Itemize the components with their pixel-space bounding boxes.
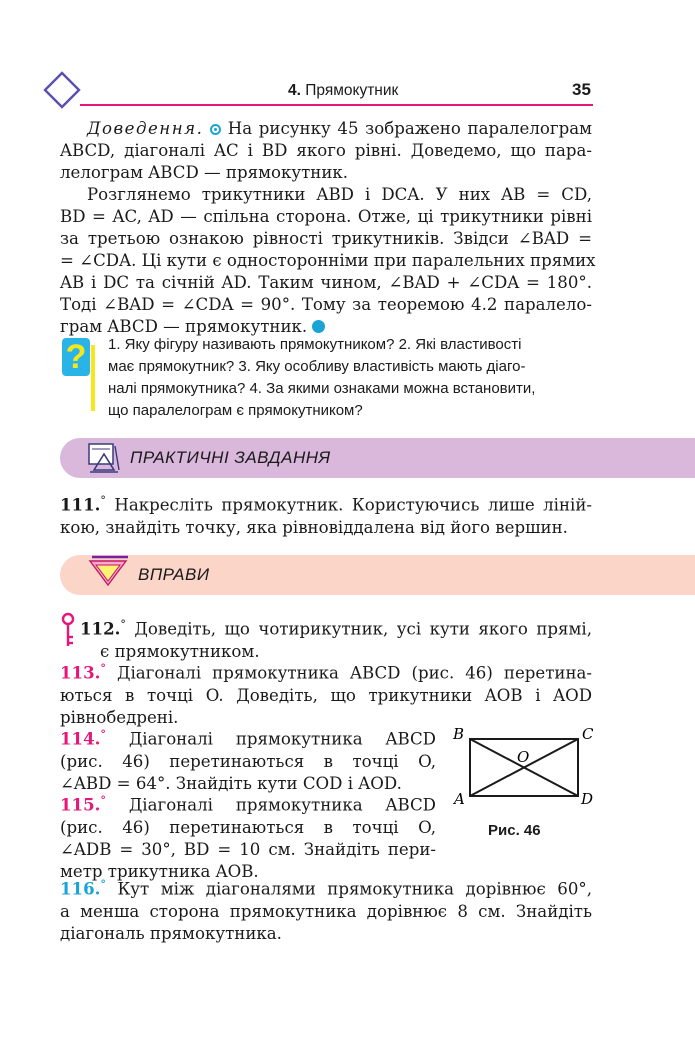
practical-title: ПРАКТИЧНІ ЗАВДАННЯ <box>130 448 331 467</box>
running-header <box>288 82 398 100</box>
label-d: D <box>581 790 594 808</box>
label-o: O <box>517 748 530 766</box>
question-line: 1. Яку фігуру називають прямокутником? 2. Які властивості <box>108 336 522 353</box>
chapter-number: 4. <box>288 82 301 99</box>
key-icon <box>59 612 77 650</box>
figure-46 <box>450 722 600 812</box>
question-line: налі прямокутника? 4. За якими ознаками можна встановити, <box>108 380 536 397</box>
proof-line: лелограм ABCD — прямокутник. <box>60 163 349 182</box>
exercise-number: 116. <box>60 878 101 899</box>
proof-line: за третьою ознакою рівності трикутників. Звідси ∠BAD = <box>60 229 592 248</box>
page-number: 35 <box>572 80 591 99</box>
questions-bar <box>91 345 95 411</box>
exercise-116: 116.° Кут між діагоналями прямокутника дорівнює 60°, а менша сторона прямокутника дорівнює 8 см. Знайдіть діагональ прямокутника. <box>60 878 592 943</box>
proof-label: Доведення. <box>87 119 204 138</box>
question-mark-icon: ? <box>62 338 90 376</box>
exercise-number: 114. <box>60 728 101 749</box>
exercise-115: 115.° Діагоналі прямокутника ABCD (рис. 46) перетинаються в точці O, ∠ADB = 30°, BD = 10 см. Знайдіть пери- метр трикутника AOB. <box>60 794 436 881</box>
drafting-tools-icon <box>86 440 122 476</box>
label-c: C <box>582 725 594 743</box>
exercise-number: 112. <box>80 618 121 639</box>
proof-line: Розглянемо трикутники ABD і DCA. У них AB = CD, <box>87 185 592 204</box>
exercise-number: 113. <box>60 662 101 683</box>
chapter-title: Прямокутник <box>305 82 399 99</box>
task-111: 111.° Накресліть прямокутник. Користуючись лише лінiй- кою, знайдіть точку, яка рівновіддалена від його вершин. <box>60 494 593 537</box>
header-rule <box>80 104 593 106</box>
header-diamond-icon <box>42 70 82 110</box>
proof-line: Доведення. На рисунку 45 зображено паралелограм <box>87 119 592 138</box>
exercise-113: 113.° Діагоналі прямокутника ABCD (рис. 46) перетина- ються в точці O. Доведіть, що трикутники AOB і AOD рівнобедрені. <box>60 662 593 727</box>
pencil-ruler-icon <box>86 553 130 593</box>
proof-line: AB і DC та січній AD. Таким чином, ∠BAD + ∠CDA = 180°. <box>60 273 592 292</box>
exercises-title: ВПРАВИ <box>138 565 210 584</box>
proof-line: Тоді ∠BAD = ∠CDA = 90°. Тому за теоремою 4.2 паралело- <box>60 295 592 314</box>
exercise-number: 115. <box>60 794 101 815</box>
question-line: що паралелограм є прямокутником? <box>108 402 363 419</box>
label-a: A <box>454 790 465 808</box>
exercise-112: 112.° Доведіть, що чотирикутник, усі кути якого прямі, є прямокутником. <box>80 618 592 661</box>
label-b: B <box>453 725 465 743</box>
figure-caption: Рис. 46 <box>488 822 541 839</box>
questions-block <box>108 334 593 422</box>
proof-start-icon <box>210 124 221 135</box>
task-number: 111. <box>60 494 101 515</box>
question-line: має прямокутник? 3. Яку особливу властивість мають діаго- <box>108 358 526 375</box>
proof-line: ABCD, діагоналі AC і BD якого рівні. Доведемо, що пара- <box>60 141 592 160</box>
proof-line: грам ABCD — прямокутник. <box>60 316 592 338</box>
proof-end-icon <box>312 320 325 333</box>
proof-block <box>60 118 596 338</box>
exercise-114: 114.° Діагоналі прямокутника ABCD (рис. 46) перетинаються в точці O, ∠ABD = 64°. Знайдіть кути COD і AOD. <box>60 728 436 793</box>
proof-line: BD = AC, AD — спільна сторона. Отже, ці трикутники рівні <box>60 207 592 226</box>
proof-line: = ∠CDA. Ці кути є односторонніми при паралельних прямих <box>60 251 596 270</box>
